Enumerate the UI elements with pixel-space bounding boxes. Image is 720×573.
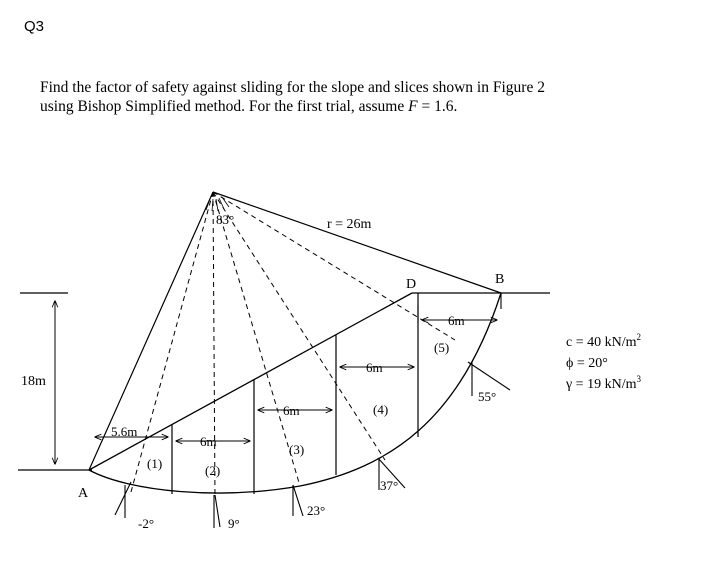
point-b-label: B [495, 272, 505, 287]
point-a-label: A [78, 486, 89, 501]
center-angle-label: 83° [216, 212, 235, 227]
slice-4-label: (4) [373, 402, 389, 417]
slice-4-width-label: 6m [366, 360, 383, 375]
unit-weight-exponent: 3 [636, 374, 641, 384]
slice-2-angle-label: 9° [228, 516, 240, 531]
base-line-slice-2 [214, 495, 220, 528]
question-line-1: Find the factor of safety against sliding for the slope and slices shown in Figure 2 [40, 79, 545, 96]
slice-3-angle-label: 23° [307, 503, 326, 518]
radius-line-to-a [89, 192, 213, 470]
radial-line-5 [213, 192, 455, 340]
slice-5-angle-label: 55° [478, 389, 497, 404]
slice-2-label: (2) [205, 463, 221, 478]
slice-3-label: (3) [289, 442, 305, 457]
radius-label: r = 26m [327, 217, 372, 232]
slice-4-angle-label: 37° [380, 478, 399, 493]
question-line-2-suffix: = 1.6. [417, 98, 458, 115]
radius-line-to-b [213, 192, 501, 293]
cohesion-value: c = 40 kN/m [566, 335, 637, 350]
question-line-2-prefix: using Bishop Simplified method. For the first trial, assume [40, 98, 409, 115]
base-line-slice-1 [115, 482, 131, 518]
cohesion-exponent: 2 [636, 332, 641, 342]
slice-1-label: (1) [147, 456, 163, 471]
slice-5-label: (5) [434, 340, 450, 355]
unit-weight-value: γ = 19 kN/m [566, 377, 637, 392]
point-d-label: D [406, 277, 417, 292]
radial-line-2 [213, 192, 215, 498]
slice-1-angle-label: -2° [138, 516, 155, 531]
cohesion-label [566, 332, 641, 350]
slice-2-width-label: 6m [200, 434, 217, 449]
friction-angle-label: ϕ = 20° [566, 356, 608, 371]
height-label: 18m [21, 374, 46, 389]
radial-line-3 [213, 192, 300, 486]
question-number: Q3 [24, 18, 45, 35]
unit-weight-label [565, 374, 641, 392]
slope-face-line [89, 293, 412, 470]
base-line-slice-3 [293, 485, 303, 516]
slice-5-width-label: 6m [448, 313, 465, 328]
slice-3-width-label: 6m [283, 403, 300, 418]
slice-1-width-label: 5.6m [111, 424, 138, 439]
factor-of-safety-variable: F [408, 98, 418, 115]
radial-line-4 [213, 192, 385, 460]
